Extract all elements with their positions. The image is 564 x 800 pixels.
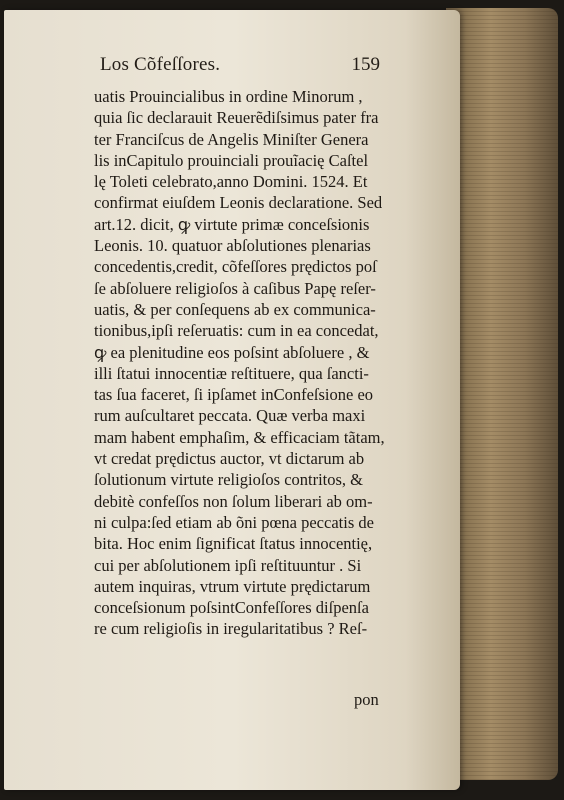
text-line: quia ſic declarauit Reuerẽdiſsimus pater fra: [94, 108, 379, 128]
catchword: pon: [354, 690, 379, 709]
text-line: illi ſtatui innocentiæ reſtituere, qua ſancti-: [94, 363, 369, 383]
text-line: debitè confeſſos non ſolum liberari ab om-: [94, 491, 373, 511]
text-line: re cum religioſis in iregularitatibus ? Reſ-: [94, 619, 368, 639]
text-line: tas ſua faceret, ſi ipſamet inConfeſsione eo: [94, 385, 374, 405]
text-line: concedentis,credit, cõfeſſores prędictos poſ: [94, 257, 377, 277]
text-line: lis inCapitulo prouinciali prouĩacię Caſtel: [94, 150, 369, 170]
text-line: ter Franciſcus de Angelis Miniſter Genera: [94, 129, 369, 149]
text-line: conceſsionum poſsintConfeſſores diſpenſa: [94, 598, 369, 618]
body-text: [94, 86, 394, 640]
text-line: uatis, & per conſequens ab ex communica-: [94, 299, 376, 319]
text-line: ni culpa:ſed etiam ab õni pœna peccatis de: [94, 512, 374, 532]
text-line: lę Toleti celebrato,anno Domini. 1524. Et: [94, 172, 368, 192]
text-line: rum auſcultaret peccata. Quæ verba maxi: [94, 406, 366, 426]
text-line: vt credat prędictus auctor, vt dictarum ab: [94, 449, 365, 469]
text-line: autem inquiras, vtrum virtute prędictarum: [94, 576, 371, 596]
text-line: tionibus,ipſi reſeruatis: cum in ea concedat,: [94, 321, 379, 341]
text-line: ſolutionum virtute religioſos contritos, &: [94, 470, 364, 490]
page-number: 159: [351, 54, 380, 75]
text-line: art.12. dicit, ꝙ virtute primæ conceſsionis: [94, 214, 370, 234]
text-line: cui per abſolutionem ipſi reſtituuntur . Si: [94, 555, 362, 575]
running-head: Los Cõfeſſores.: [100, 54, 221, 75]
text-line: Leonis. 10. quatuor abſolutiones plenarias: [94, 236, 371, 256]
text-line: ſe abſoluere religioſos à caſibus Papę reſer-: [94, 278, 376, 298]
text-line: bita. Hoc enim ſignificat ſtatus innocentię,: [94, 534, 373, 554]
book-page-edges: [446, 8, 558, 780]
page-header: [100, 54, 380, 82]
text-line: ꝙ ea plenitudine eos poſsint abſoluere , &: [94, 342, 370, 362]
text-line: uatis Prouincialibus in ordine Minorum ,: [94, 87, 363, 106]
text-line: mam habent emphaſim, & efficaciam tãtam,: [94, 427, 385, 447]
text-line: confirmat eiuſdem Leonis declaratione. Sed: [94, 193, 383, 213]
